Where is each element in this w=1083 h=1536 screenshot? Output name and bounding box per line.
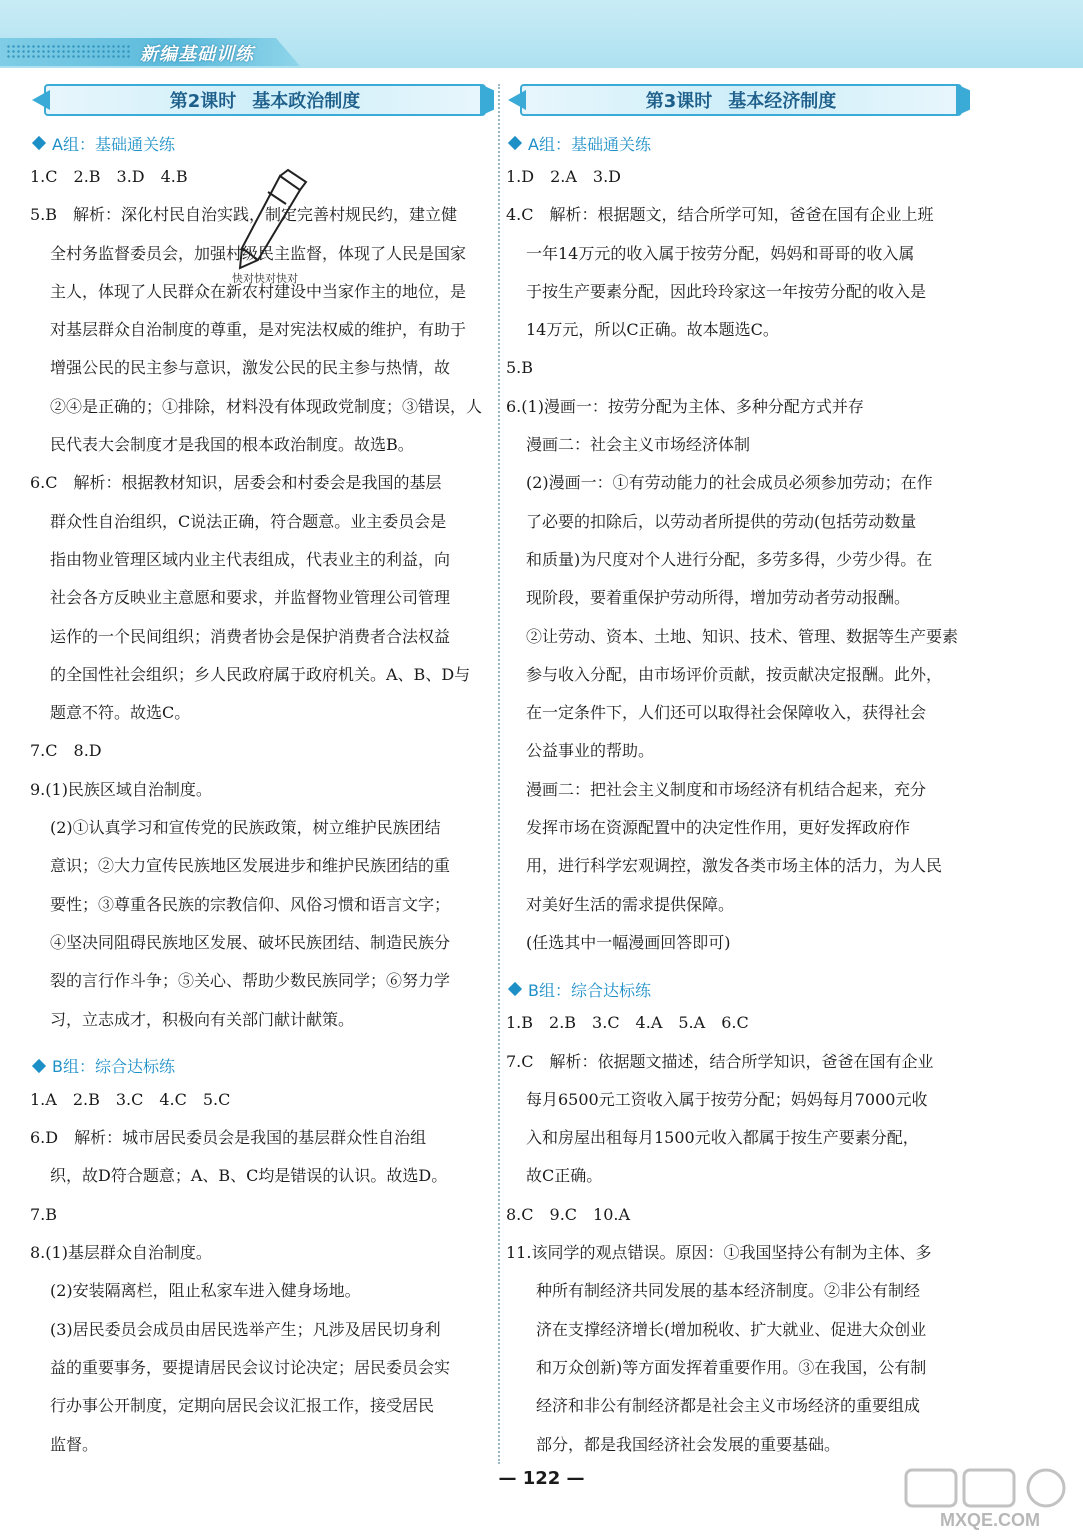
- page-number: — 122 —: [498, 1468, 585, 1489]
- pen-watermark-text: 快对快对快对: [232, 272, 298, 285]
- answer-line: 7.C 解析：依据题文描述，结合所学知识，爸爸在国有企业: [506, 1051, 934, 1071]
- group-b-label: B组：综合达标练: [52, 1057, 175, 1077]
- answer-line: (2)漫画一：①有劳动能力的社会成员必须参加劳动；在作: [526, 473, 933, 493]
- series-dot-pattern: [6, 44, 130, 60]
- answer-line: 济在支撑经济增长(增加税收、扩大就业、促进大众创业: [536, 1319, 927, 1339]
- group-a-label: A组：基础通关练: [52, 134, 175, 154]
- answer-line: 部分，都是我国经济社会发展的重要基础。: [536, 1434, 841, 1454]
- answer-line: ②④是正确的；①排除，材料没有体现政党制度；③错误，人: [50, 396, 483, 416]
- answer-line: 意识；②大力宣传民族地区发展进步和维护民族团结的重: [50, 856, 451, 876]
- answer-line: (2)①认真学习和宣传党的民族政策，树立维护民族团结: [50, 818, 441, 838]
- answer-line: 运作的一个民间组织；消费者协会是保护消费者合法权益: [50, 626, 451, 646]
- lesson-topic: 基本政治制度: [252, 91, 361, 112]
- answer-line: 公益事业的帮助。: [526, 741, 655, 761]
- answer-line: 主人，体现了人民群众在新农村建设中当家作主的地位，是: [50, 281, 467, 301]
- answer-line: 增强公民的民主参与意识，激发公民的民主参与热情，故: [50, 358, 451, 378]
- answer-line: 7.B: [30, 1204, 58, 1224]
- diamond-icon: [32, 136, 46, 150]
- answer-line: 题意不符。故选C。: [50, 703, 191, 723]
- answer-line: 对美好生活的需求提供保障。: [526, 894, 735, 914]
- answer-line: 益的重要事务，要提请居民会议讨论决定；居民委员会实: [50, 1357, 451, 1377]
- answer-line: 种所有制经济共同发展的基本经济制度。②非公有制经: [536, 1281, 921, 1301]
- diamond-icon: [508, 982, 522, 996]
- answer-line: 参与收入分配，由市场评价贡献，按贡献决定报酬。此外，: [526, 664, 943, 684]
- diamond-icon: [508, 136, 522, 150]
- answer-line: ②让劳动、资本、土地、知识、技术、管理、数据等生产要素: [526, 626, 959, 646]
- group-b-heading: [506, 974, 968, 1004]
- svg-text:MXQE.COM: MXQE.COM: [939, 1510, 1041, 1530]
- answer-line: 社会各方反映业主意愿和要求，并监督物业管理公司管理: [50, 588, 451, 608]
- lesson-number: 第2课时: [169, 91, 237, 112]
- diamond-icon: [32, 1059, 46, 1073]
- series-title: 新编基础训练: [140, 44, 254, 65]
- answer-line: 6.C 解析：根据教材知识，居委会和村委会是我国的基层: [30, 473, 442, 493]
- answer-line: 全村务监督委员会，加强村级民主监督，体现了人民是国家: [50, 243, 467, 263]
- answer-line: (任选其中一幅漫画回答即可): [526, 932, 731, 952]
- answer-line: 4.C 解析：根据题文，结合所学可知，爸爸在国有企业上班: [506, 205, 934, 225]
- column-divider: [498, 84, 500, 1464]
- answer-line: 监督。: [50, 1434, 99, 1454]
- answer-line: 入和房屋出租每月1500元收入都属于按生产要素分配，: [526, 1128, 919, 1148]
- answer-line: 1.A 2.B 3.C 4.C 5.C: [30, 1089, 231, 1109]
- answer-line: 现阶段，要着重保护劳动所得，增加劳动者劳动报酬。: [526, 588, 911, 608]
- answer-line: 用，进行科学宏观调控，激发各类市场主体的活力，为人民: [526, 856, 943, 876]
- answer-line: 了必要的扣除后，以劳动者所提供的劳动(包括劳动数量: [526, 511, 917, 531]
- answer-line: 7.C 8.D: [30, 741, 102, 761]
- answer-line: 对基层群众自治制度的尊重，是对宪法权威的维护，有助于: [50, 320, 467, 340]
- answer-line: 9.(1)民族区域自治制度。: [30, 779, 212, 799]
- answer-line: 漫画二：把社会主义制度和市场经济有机结合起来，充分: [526, 779, 927, 799]
- lesson-banner-left: [44, 84, 486, 116]
- answer-line: 8.C 9.C 10.A: [506, 1204, 631, 1224]
- answer-line: ④坚决同阻碍民族地区发展、破坏民族团结、制造民族分: [50, 932, 451, 952]
- answer-line: 11.该同学的观点错误。原因：①我国坚持公有制为主体、多: [506, 1243, 932, 1263]
- answer-line: 经济和非公有制经济都是社会主义市场经济的重要组成: [536, 1396, 921, 1416]
- answer-line: 于按生产要素分配，因此玲玲家这一年按劳分配的收入是: [526, 281, 927, 301]
- answer-line: 1.B 2.B 3.C 4.A 5.A 6.C: [506, 1013, 749, 1033]
- answer-line: 要性；③尊重各民族的宗教信仰、风俗习惯和语言文字；: [50, 894, 451, 914]
- answer-line: 行办事公开制度，定期向居民会议汇报工作，接受居民: [50, 1396, 435, 1416]
- lesson-topic: 基本经济制度: [728, 91, 837, 112]
- answer-line: 习，立志成才，积极向有关部门献计献策。: [50, 1009, 355, 1029]
- answer-line: 6.(1)漫画一：按劳分配为主体、多种分配方式并存: [506, 396, 864, 416]
- answer-line: 群众性自治组织，C说法正确，符合题意。业主委员会是: [50, 511, 447, 531]
- group-a-heading: [506, 128, 968, 158]
- right-column: [506, 84, 968, 1464]
- answer-line: 14万元，所以C正确。故本题选C。: [526, 320, 779, 340]
- answer-line: 1.C 2.B 3.D 4.B: [30, 167, 188, 186]
- lesson-number: 第3课时: [645, 91, 713, 112]
- answer-line: 一年14万元的收入属于按劳分配，妈妈和哥哥的收入属: [526, 243, 915, 263]
- answer-line: 民代表大会制度才是我国的根本政治制度。故选B。: [50, 435, 414, 455]
- answer-line: 故C正确。: [526, 1166, 603, 1186]
- group-a-label: A组：基础通关练: [528, 134, 651, 154]
- answer-line: 每月6500元工资收入属于按劳分配；妈妈每月7000元收: [526, 1089, 928, 1109]
- group-b-label: B组：综合达标练: [528, 980, 651, 1000]
- group-a-heading: [30, 128, 492, 158]
- answer-line: 漫画二：社会主义市场经济体制: [526, 435, 751, 455]
- answer-line: 和质量)为尺度对个人进行分配，多劳多得，少劳少得。在: [526, 549, 933, 569]
- answer-line: (2)安装隔离栏，阻止私家车进入健身场地。: [50, 1281, 361, 1301]
- answer-line: 在一定条件下，人们还可以取得社会保障收入，获得社会: [526, 703, 927, 723]
- answer-line: 指由物业管理区域内业主代表组成，代表业主的利益，向: [50, 549, 451, 569]
- answer-line: 裂的言行作斗争；⑤关心、帮助少数民族同学；⑥努力学: [50, 971, 451, 991]
- answer-line: 1.D 2.A 3.D: [506, 167, 622, 186]
- answer-line: 的全国性社会组织；乡人民政府属于政府机关。A、B、D与: [50, 664, 471, 684]
- group-b-heading: [30, 1051, 492, 1081]
- answer-line: 6.D 解析：城市居民委员会是我国的基层群众性自治组: [30, 1128, 427, 1148]
- answer-line: 发挥市场在资源配置中的决定性作用，更好发挥政府作: [526, 818, 911, 838]
- answer-line: 8.(1)基层群众自治制度。: [30, 1243, 212, 1263]
- answer-line: 5.B 解析：深化村民自治实践，制定完善村规民约，建立健: [30, 205, 458, 225]
- left-column: [30, 84, 492, 1464]
- pen-watermark-icon: [228, 168, 308, 278]
- answer-line: 和万众创新)等方面发挥着重要作用。③在我国，公有制: [536, 1357, 927, 1377]
- answer-line: (3)居民委员会成员由居民选举产生；凡涉及居民切身利: [50, 1319, 441, 1339]
- answer-line: 5.B: [506, 358, 534, 378]
- answer-line: 织，故D符合题意；A、B、C均是错误的认识。故选D。: [50, 1166, 448, 1186]
- lesson-banner-right: [520, 84, 962, 116]
